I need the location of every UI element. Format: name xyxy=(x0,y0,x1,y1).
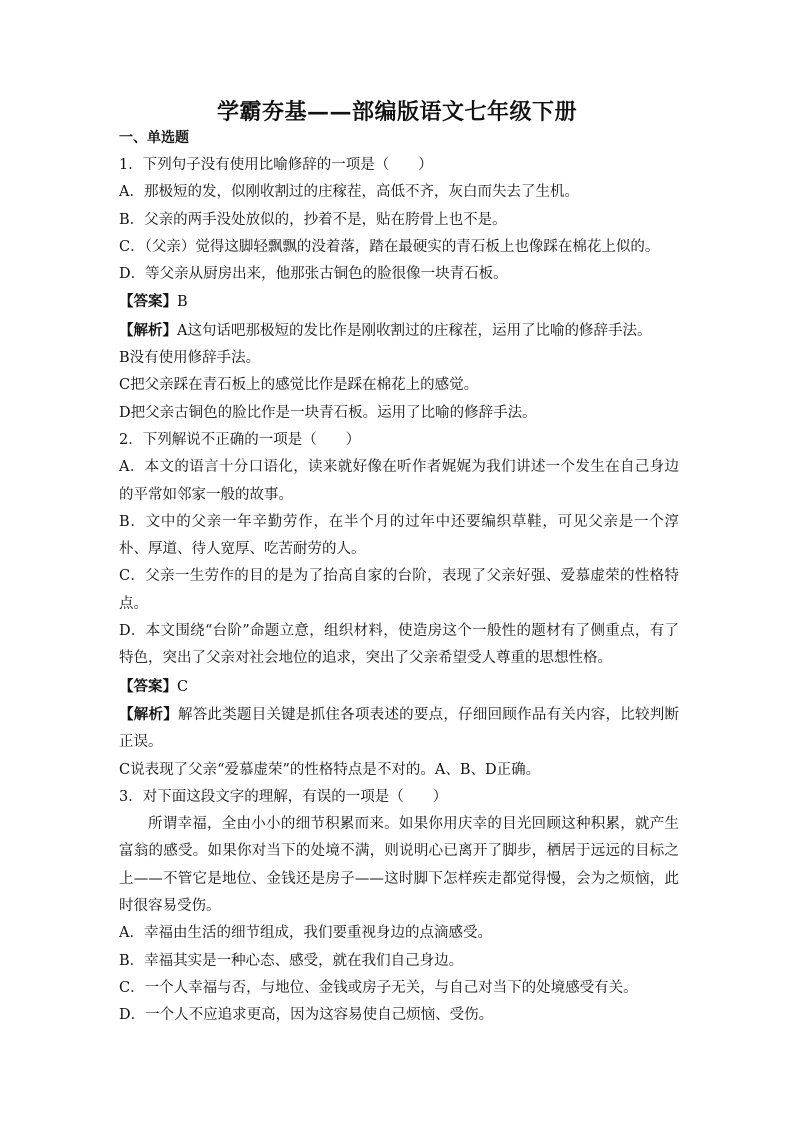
question-3-stem: 3．对下面这段文字的理解，有误的一项是（ ） xyxy=(119,788,448,805)
question-2-analysis xyxy=(119,701,679,757)
question-2-answer xyxy=(119,673,679,701)
question-2-stem: 2．下列解说不正确的一项是（ ） xyxy=(119,431,361,448)
question-content xyxy=(119,152,679,1030)
question-1-option-a: A．那极短的发，似刚收割过的庄稼茬，高低不齐，灰白而失去了生机。 xyxy=(119,184,579,201)
question-1-analysis-line: C把父亲踩在青石板上的感觉比作是踩在棉花上的感觉。 xyxy=(119,377,479,394)
question-3-option-c: C．一个人幸福与否，与地位、金钱或房子无关，与自己对当下的处境感受有关。 xyxy=(119,979,638,996)
question-3-passage: 所谓幸福，全由小小的细节积累而来。如果你用庆幸的目光回顾这种积累，就产生富翁的感受。如果你对当下的处境不满，则说明心已离开了脚步，栖居于远远的目标之上——不管它是地位、金钱还是房子——这时脚下怎样疾走都觉得慢，会为之烦恼，此时很容易受伤。 xyxy=(119,816,679,915)
analysis-text: A这句话吧那极短的发比作是刚收割过的庄稼茬，运用了比喻的修辞手法。 xyxy=(177,322,652,339)
question-1-analysis xyxy=(119,317,679,345)
question-1-analysis-line: D把父亲古铜色的脸比作是一块青石板。运用了比喻的修辞手法。 xyxy=(119,404,537,421)
analysis-tag: 【解析】 xyxy=(119,705,178,723)
answer-tag: 【答案】 xyxy=(119,293,177,311)
section-heading: 一、单选题 xyxy=(119,130,189,146)
analysis-text: 解答此类题目关键是抓住各项表述的要点，仔细回顾作品有关内容，比较判断正误。 xyxy=(119,706,680,751)
question-2-analysis-line: C说表现了父亲“爱慕虚荣”的性格特点是不对的。A、B、D正确。 xyxy=(119,761,541,778)
question-1-stem: 1．下列句子没有使用比喻修辞的一项是（ ） xyxy=(119,157,433,173)
question-2-option-d: D．本文围绕“台阶”命题立意，组织材料，使造房这个一般性的题材有了侧重点，有了特色，突出了父亲对社会地位的追求，突出了父亲希望受人尊重的思想性格。 xyxy=(119,623,679,667)
answer-tag: 【答案】 xyxy=(119,677,177,695)
question-1-answer xyxy=(119,288,679,316)
answer-value: C xyxy=(177,678,189,695)
question-2-option-b: B．文中的父亲一年辛勤劳作，在半个月的过年中还要编织草鞋，可见父亲是一个淳朴、厚道、待人宽厚、吃苦耐劳的人。 xyxy=(119,513,679,558)
page-title: 学霸夯基——部编版语文七年级下册 xyxy=(216,99,577,125)
question-3-option-a: A．幸福由生活的细节组成，我们要重视身边的点滴感受。 xyxy=(119,925,492,942)
analysis-tag: 【解析】 xyxy=(119,321,177,339)
question-3-option-b: B．幸福其实是一种心态、感受，就在我们自己身边。 xyxy=(119,952,464,969)
answer-value: B xyxy=(177,294,188,311)
question-3-option-d: D．一个人不应追求更高，因为这容易使自己烦恼、受伤。 xyxy=(119,1007,494,1024)
question-2-option-c: C．父亲一生劳作的目的是为了抬高自家的台阶，表现了父亲好强、爱慕虚荣的性格特点。 xyxy=(119,568,679,612)
question-2-option-a: A．本文的语言十分口语化，读来就好像在听作者娓娓为我们讲述一个发生在自己身边的平常如邻家一般的故事。 xyxy=(119,459,679,503)
question-1-option-d: D．等父亲从厨房出来，他那张古铜色的脸很像一块青石板。 xyxy=(119,266,508,283)
question-1-option-c: C．（父亲）觉得这脚轻飘飘的没着落，踏在最硬实的青石板上也像踩在棉花上似的。 xyxy=(119,238,660,255)
question-1-option-b: B．父亲的两手没处放似的，抄着不是，贴在胯骨上也不是。 xyxy=(119,211,507,228)
question-1-analysis-line: B没有使用修辞手法。 xyxy=(119,350,261,367)
